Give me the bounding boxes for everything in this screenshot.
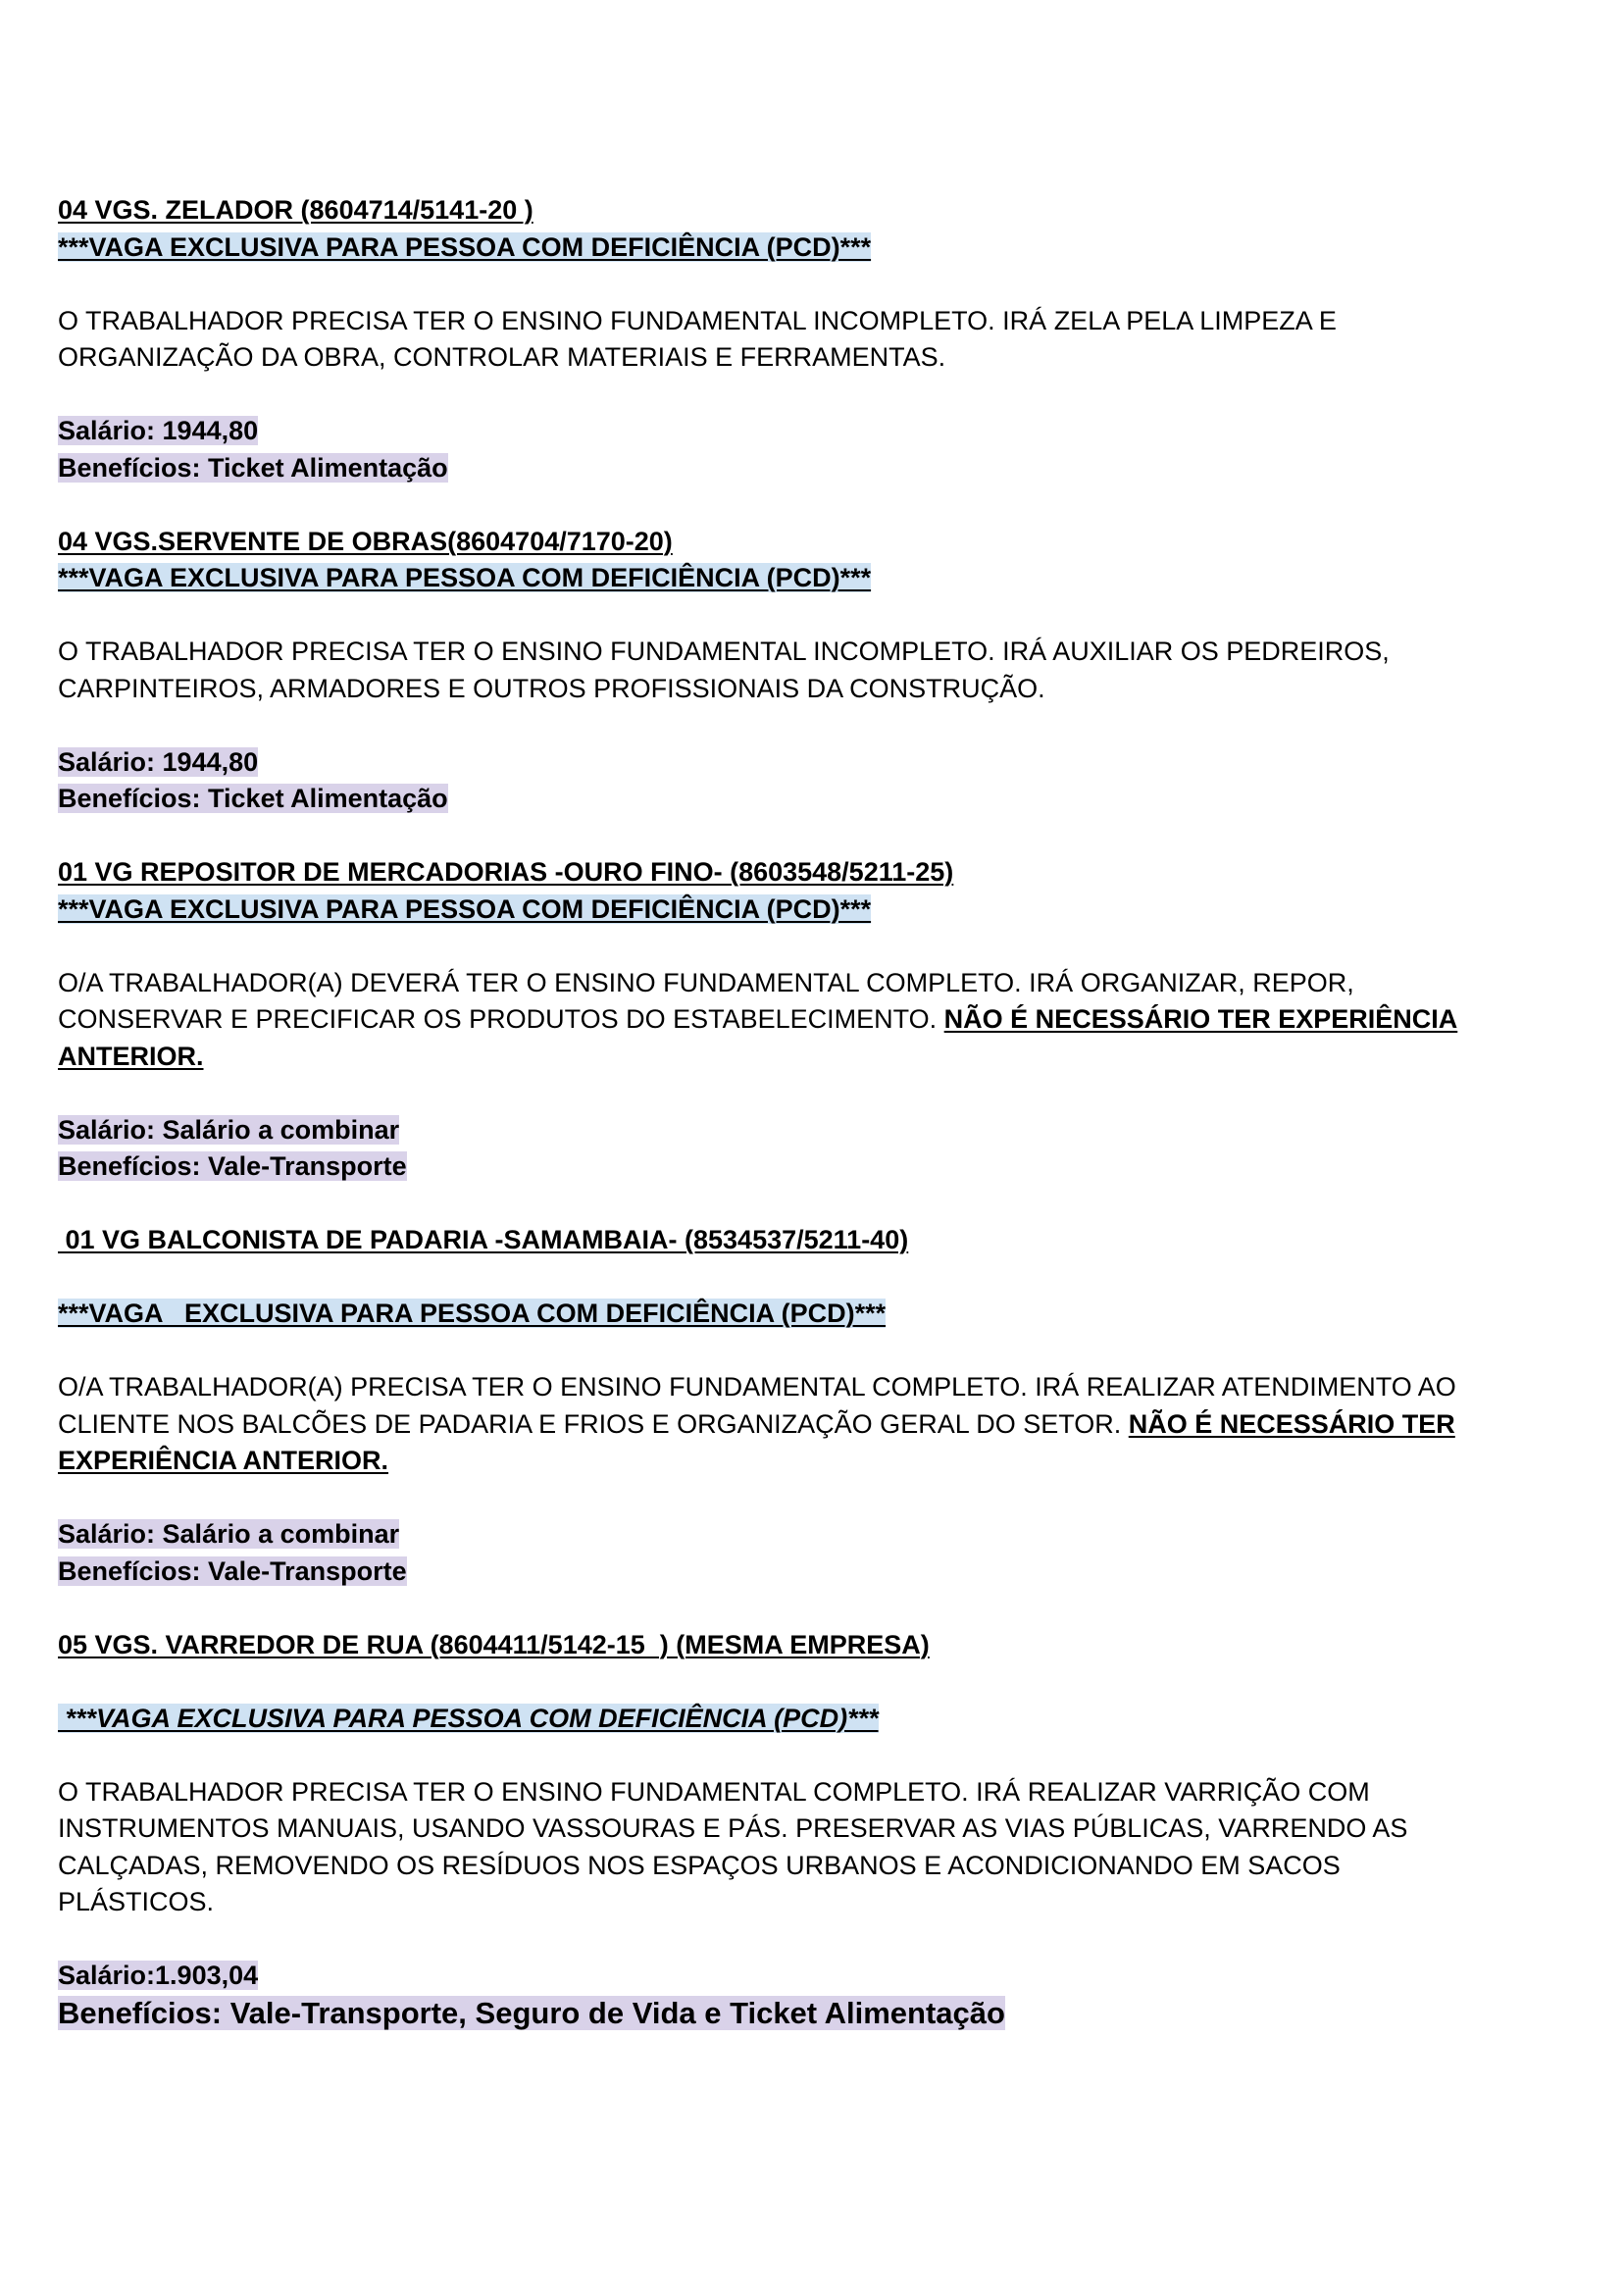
job-description-line: PLÁSTICOS. bbox=[58, 1887, 215, 1916]
job-description-line: O/A TRABALHADOR(A) DEVERÁ TER O ENSINO FUNDAMENTAL COMPLETO. IRÁ ORGANIZAR, REPOR, bbox=[58, 967, 1354, 997]
pcd-notice: ***VAGA EXCLUSIVA PARA PESSOA COM DEFICIÊNCIA (PCD)*** bbox=[58, 893, 872, 924]
job-description-line: INSTRUMENTOS MANUAIS, USANDO VASSOURAS E PÁS. PRESERVAR AS VIAS PÚBLICAS, VARRENDO AS bbox=[58, 1813, 1408, 1843]
salary: Salário: Salário a combinar bbox=[58, 1519, 400, 1549]
job-description-line: CALÇADAS, REMOVENDO OS RESÍDUOS NOS ESPAÇOS URBANOS E ACONDICIONANDO EM SACOS bbox=[58, 1850, 1341, 1880]
job-entry-zelador bbox=[58, 192, 1529, 524]
salary: Salário: Salário a combinar bbox=[58, 1114, 400, 1145]
benefits: Benefícios: Ticket Alimentação bbox=[58, 452, 448, 483]
benefits: Benefícios: Ticket Alimentação bbox=[58, 784, 448, 813]
pcd-notice: ***VAGA EXCLUSIVA PARA PESSOA COM DEFICIÊNCIA (PCD)*** bbox=[58, 1703, 879, 1733]
salary: Salário:1.903,04 bbox=[58, 1961, 259, 1990]
benefits: Benefícios: Vale-Transporte bbox=[58, 1555, 407, 1586]
job-description-line: ORGANIZAÇÃO DA OBRA, CONTROLAR MATERIAIS E FERRAMENTAS. bbox=[58, 342, 946, 372]
job-description-line: CLIENTE NOS BALCÕES DE PADARIA E FRIOS E ORGANIZAÇÃO GERAL DO SETOR. NÃO É NECESSÁRIO TER bbox=[58, 1408, 1455, 1439]
job-description-line: O TRABALHADOR PRECISA TER O ENSINO FUNDAMENTAL INCOMPLETO. IRÁ AUXILIAR OS PEDREIROS, bbox=[58, 637, 1390, 666]
job-entry-repositor bbox=[58, 854, 1529, 1222]
pcd-notice: ***VAGA EXCLUSIVA PARA PESSOA COM DEFICIÊNCIA (PCD)*** bbox=[58, 231, 872, 262]
job-description-line: O TRABALHADOR PRECISA TER O ENSINO FUNDAMENTAL COMPLETO. IRÁ REALIZAR VARRIÇÃO COM bbox=[58, 1776, 1370, 1807]
job-description-line: CONSERVAR E PRECIFICAR OS PRODUTOS DO ESTABELECIMENTO. NÃO É NECESSÁRIO TER EXPERIÊNCIA bbox=[58, 1004, 1458, 1034]
job-title: 01 VG BALCONISTA DE PADARIA -SAMAMBAIA- (8534537/5211-40) bbox=[58, 1225, 909, 1254]
job-entry-varredor bbox=[58, 1627, 1529, 2034]
no-experience-note: NÃO É NECESSÁRIO TER EXPERIÊNCIA bbox=[943, 1004, 1458, 1034]
job-title: 05 VGS. VARREDOR DE RUA (8604411/5142-15 ) (MESMA EMPRESA) bbox=[58, 1629, 930, 1659]
job-title: 01 VG REPOSITOR DE MERCADORIAS -OURO FINO- (8603548/5211-25) bbox=[58, 857, 954, 887]
pcd-notice: ***VAGA EXCLUSIVA PARA PESSOA COM DEFICIÊNCIA (PCD)*** bbox=[58, 563, 872, 592]
job-title: 04 VGS. ZELADOR (8604714/5141-20 ) bbox=[58, 195, 533, 225]
job-entry-balconista bbox=[58, 1222, 1529, 1627]
job-entry-servente bbox=[58, 524, 1529, 855]
job-title: 04 VGS.SERVENTE DE OBRAS(8604704/7170-20) bbox=[58, 526, 673, 556]
job-description-line: O TRABALHADOR PRECISA TER O ENSINO FUNDAMENTAL INCOMPLETO. IRÁ ZELA PELA LIMPEZA E bbox=[58, 305, 1337, 335]
salary: Salário: 1944,80 bbox=[58, 746, 259, 777]
salary: Salário: 1944,80 bbox=[58, 416, 259, 445]
benefits: Benefícios: Vale-Transporte, Seguro de Vida e Ticket Alimentação bbox=[58, 1995, 1005, 2030]
no-experience-note: NÃO É NECESSÁRIO TER bbox=[1128, 1408, 1455, 1439]
benefits: Benefícios: Vale-Transporte bbox=[58, 1151, 407, 1181]
job-description-line: CARPINTEIROS, ARMADORES E OUTROS PROFISSIONAIS DA CONSTRUÇÃO. bbox=[58, 673, 1045, 703]
job-listing-document bbox=[58, 192, 1529, 2033]
no-experience-note: EXPERIÊNCIA ANTERIOR. bbox=[58, 1446, 389, 1475]
pcd-notice: ***VAGA EXCLUSIVA PARA PESSOA COM DEFICIÊNCIA (PCD)*** bbox=[58, 1299, 887, 1328]
job-description-line: O/A TRABALHADOR(A) PRECISA TER O ENSINO FUNDAMENTAL COMPLETO. IRÁ REALIZAR ATENDIMENTO AO bbox=[58, 1372, 1456, 1402]
no-experience-note: ANTERIOR. bbox=[58, 1041, 204, 1071]
